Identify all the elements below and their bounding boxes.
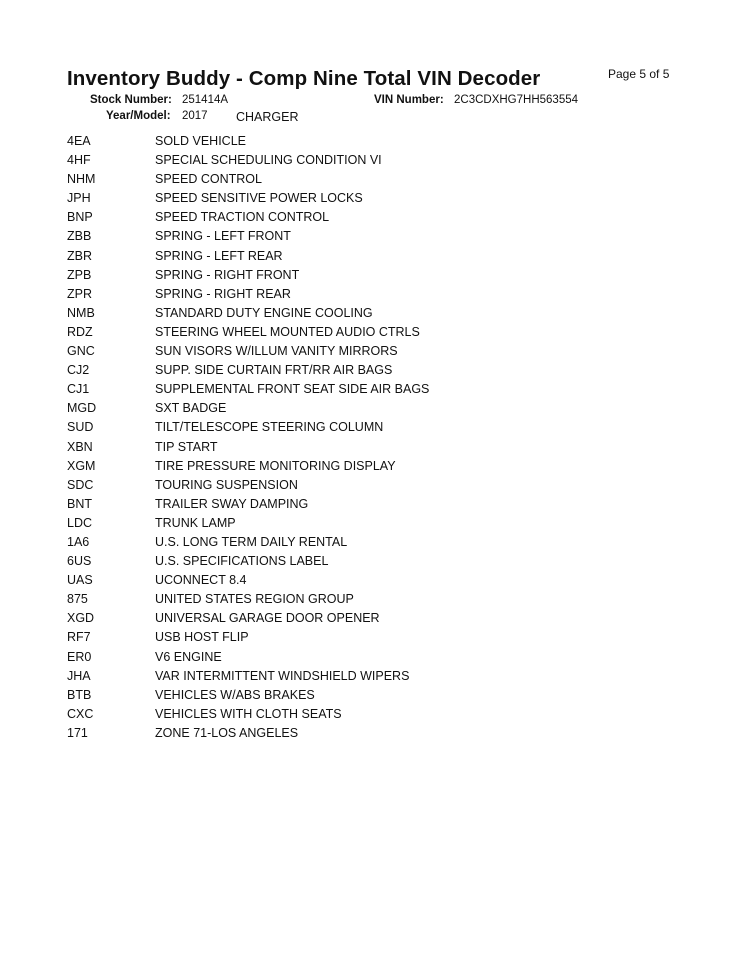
list-item (0, 208, 742, 227)
option-description: SUN VISORS W/ILLUM VANITY MIRRORS (155, 344, 398, 359)
list-item (0, 380, 742, 399)
option-code: JHA (67, 668, 91, 683)
option-description: SUPPLEMENTAL FRONT SEAT SIDE AIR BAGS (155, 382, 430, 397)
option-description: TRUNK LAMP (155, 515, 236, 530)
list-item (0, 686, 742, 705)
option-description: SPEED SENSITIVE POWER LOCKS (155, 191, 363, 206)
option-code: RDZ (67, 324, 93, 339)
option-description: TOURING SUSPENSION (155, 477, 298, 492)
option-description: SXT BADGE (155, 401, 227, 416)
list-item (0, 495, 742, 514)
option-code: CJ2 (67, 363, 90, 378)
list-item (0, 189, 742, 208)
option-code: XGM (67, 458, 96, 473)
option-code: UAS (67, 573, 93, 588)
option-description: U.S. SPECIFICATIONS LABEL (155, 554, 329, 569)
stock-number-value: 251414A (182, 94, 229, 106)
option-description: STANDARD DUTY ENGINE COOLING (155, 305, 373, 320)
option-description: TILT/TELESCOPE STEERING COLUMN (155, 420, 384, 435)
option-code: ZBB (67, 229, 92, 244)
option-description: TIP START (155, 439, 218, 454)
option-code: ZPR (67, 286, 92, 301)
option-code: CJ1 (67, 382, 90, 397)
option-code: NHM (67, 172, 96, 187)
list-item (0, 514, 742, 533)
list-item (0, 151, 742, 170)
list-item (0, 418, 742, 437)
list-item (0, 571, 742, 590)
vin-number-label-text: VIN Number: (374, 94, 444, 106)
year-value: 2017 (182, 110, 208, 122)
list-item (0, 457, 742, 476)
option-code: 6US (67, 554, 92, 569)
vin-number-value: 2C3CDXHG7HH563554 (454, 94, 579, 106)
option-code: 171 (67, 725, 88, 740)
option-description: UNITED STATES REGION GROUP (155, 592, 354, 607)
option-description: V6 ENGINE (155, 649, 222, 664)
option-code: SUD (67, 420, 94, 435)
option-code: JPH (67, 191, 91, 206)
list-item (0, 476, 742, 495)
option-description: U.S. LONG TERM DAILY RENTAL (155, 534, 348, 549)
option-code: BTB (67, 687, 92, 702)
option-code: 1A6 (67, 534, 90, 549)
option-description: SPEED CONTROL (155, 172, 262, 187)
option-code: ER0 (67, 649, 92, 664)
list-item (0, 438, 742, 457)
stock-number-label-text: Stock Number: (90, 94, 172, 106)
option-description: SUPP. SIDE CURTAIN FRT/RR AIR BAGS (155, 363, 393, 378)
year-model-label-text: Year/Model: (106, 110, 171, 122)
option-code: NMB (67, 305, 95, 320)
list-item (0, 552, 742, 571)
option-description: SPRING - RIGHT FRONT (155, 267, 300, 282)
stock-number-label (90, 94, 172, 106)
list-item (0, 361, 742, 380)
page-number: Page 5 of 5 (608, 67, 670, 81)
option-code: 4HF (67, 153, 91, 168)
list-item (0, 609, 742, 628)
option-code: 4EA (67, 134, 91, 148)
page-title: Inventory Buddy - Comp Nine Total VIN Decoder (67, 67, 541, 90)
option-description: SPECIAL SCHEDULING CONDITION VI (155, 153, 382, 168)
option-code: LDC (67, 515, 93, 530)
option-description: USB HOST FLIP (155, 630, 249, 645)
list-item (0, 132, 742, 151)
list-item (0, 590, 742, 609)
option-description: VEHICLES W/ABS BRAKES (155, 687, 315, 702)
option-description: SPEED TRACTION CONTROL (155, 210, 330, 225)
option-code: BNP (67, 210, 93, 225)
option-code: MGD (67, 401, 97, 416)
list-item (0, 399, 742, 418)
list-item (0, 724, 742, 743)
option-code: RF7 (67, 630, 91, 645)
list-item (0, 170, 742, 189)
list-item (0, 705, 742, 724)
list-item (0, 266, 742, 285)
model-value: CHARGER (236, 110, 299, 124)
option-code-list (0, 132, 742, 743)
option-code: CXC (67, 706, 94, 721)
list-item (0, 227, 742, 246)
option-code: BNT (67, 496, 92, 511)
option-description: SPRING - RIGHT REAR (155, 286, 291, 301)
option-code: XBN (67, 439, 93, 454)
option-description: UCONNECT 8.4 (155, 573, 247, 588)
list-item (0, 628, 742, 647)
option-description: SPRING - LEFT FRONT (155, 229, 291, 244)
list-item (0, 285, 742, 304)
option-description: STEERING WHEEL MOUNTED AUDIO CTRLS (155, 324, 420, 339)
option-description: TIRE PRESSURE MONITORING DISPLAY (155, 458, 396, 473)
list-item (0, 648, 742, 667)
option-description: TRAILER SWAY DAMPING (155, 496, 309, 511)
option-description: VEHICLES WITH CLOTH SEATS (155, 706, 342, 721)
option-code: SDC (67, 477, 94, 492)
list-item (0, 342, 742, 361)
list-item (0, 667, 742, 686)
vin-number-label (374, 94, 444, 106)
list-item (0, 323, 742, 342)
option-code: ZPB (67, 267, 92, 282)
option-description: VAR INTERMITTENT WINDSHIELD WIPERS (155, 668, 410, 683)
year-model-label (106, 110, 171, 122)
option-description: SPRING - LEFT REAR (155, 248, 283, 263)
list-item (0, 533, 742, 552)
option-code: GNC (67, 344, 95, 359)
option-description: SOLD VEHICLE (155, 134, 247, 148)
option-code: XGD (67, 611, 95, 626)
list-item (0, 247, 742, 266)
list-item (0, 304, 742, 323)
option-code: ZBR (67, 248, 92, 263)
option-description: ZONE 71-LOS ANGELES (155, 725, 299, 740)
option-code: 875 (67, 592, 88, 607)
option-description: UNIVERSAL GARAGE DOOR OPENER (155, 611, 380, 626)
